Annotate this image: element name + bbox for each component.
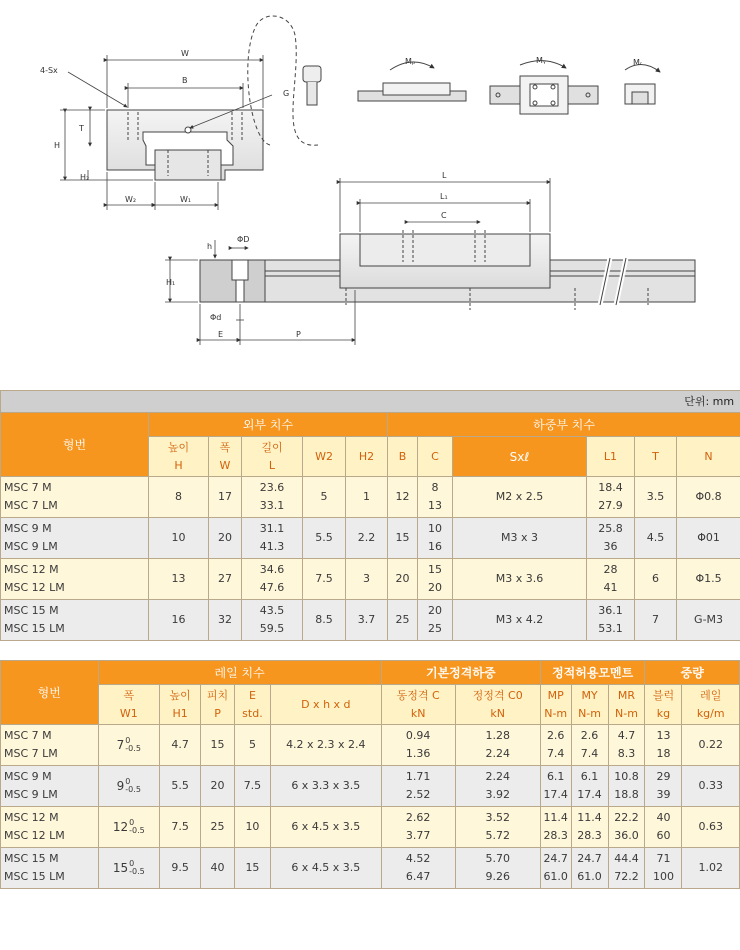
cell-t: 6 — [635, 559, 677, 600]
table-row — [1, 766, 740, 807]
moment-icons — [358, 61, 660, 114]
cell-width: 20 — [209, 518, 242, 559]
header-p: 피치 P — [201, 685, 235, 725]
header-length: 길이 L — [242, 437, 303, 477]
cell-model: MSC 12 M MSC 12 LM — [1, 807, 99, 848]
cell-h1: 5.5 — [160, 766, 201, 807]
cell-my: 6.1 17.4 — [571, 766, 608, 807]
cell-b: 25 — [388, 600, 418, 641]
header-w1: 폭 W1 — [98, 685, 160, 725]
cell-n: G-M3 — [677, 600, 740, 641]
header-static-load: 정정격 C0 kN — [455, 685, 540, 725]
header-h1: 높이 H1 — [160, 685, 201, 725]
table-row — [1, 477, 740, 518]
header-width: 폭 W — [209, 437, 242, 477]
label-T: T — [79, 124, 84, 133]
side-view — [165, 178, 695, 345]
cell-b: 20 — [388, 559, 418, 600]
cell-length: 43.5 59.5 — [242, 600, 303, 641]
cell-rail-weight: 0.22 — [682, 725, 740, 766]
label-G: G — [283, 89, 290, 98]
header-rail-weight: 레일 kg/m — [682, 685, 740, 725]
cell-mr: 10.8 18.8 — [608, 766, 645, 807]
header-e: E std. — [234, 685, 270, 725]
header-mr: MR N-m — [608, 685, 645, 725]
cell-n: Φ01 — [677, 518, 740, 559]
cell-length: 31.1 41.3 — [242, 518, 303, 559]
unit-note: 단위: mm — [1, 391, 740, 413]
cell-width: 32 — [209, 600, 242, 641]
cell-model: MSC 7 M MSC 7 LM — [1, 725, 99, 766]
cell-height: 8 — [149, 477, 209, 518]
table-row — [1, 807, 740, 848]
cell-b: 12 — [388, 477, 418, 518]
header-weight: 중량 — [645, 661, 740, 685]
header-sxl: Sxℓ — [453, 437, 587, 477]
rail-dimensions-table — [0, 660, 740, 889]
cell-h2: 2.2 — [346, 518, 388, 559]
cell-e: 15 — [234, 848, 270, 889]
cell-e: 10 — [234, 807, 270, 848]
cell-mp: 6.1 17.4 — [540, 766, 571, 807]
cell-l1: 18.4 27.9 — [587, 477, 635, 518]
table-row — [1, 559, 740, 600]
cell-static-load: 2.24 3.92 — [455, 766, 540, 807]
cell-height: 13 — [149, 559, 209, 600]
cell-mr: 22.2 36.0 — [608, 807, 645, 848]
cell-n: Φ1.5 — [677, 559, 740, 600]
cell-mp: 11.4 28.3 — [540, 807, 571, 848]
cell-sxl: M3 x 3.6 — [453, 559, 587, 600]
cell-c: 15 20 — [418, 559, 453, 600]
cell-block-weight: 40 60 — [645, 807, 682, 848]
cell-width: 27 — [209, 559, 242, 600]
cell-w2: 5.5 — [303, 518, 346, 559]
cell-e: 5 — [234, 725, 270, 766]
header-dhd: D x h x d — [270, 685, 381, 725]
header-mp: MP N-m — [540, 685, 571, 725]
cell-sxl: M3 x 4.2 — [453, 600, 587, 641]
cell-l1: 28 41 — [587, 559, 635, 600]
cell-model: MSC 12 M MSC 12 LM — [1, 559, 149, 600]
cell-p: 20 — [201, 766, 235, 807]
label-My: Mᵧ — [536, 56, 546, 65]
label-phiD: ΦD — [237, 235, 250, 244]
cell-h1: 4.7 — [160, 725, 201, 766]
label-E: E — [218, 330, 224, 339]
cell-static-load: 5.70 9.26 — [455, 848, 540, 889]
label-W1: W₁ — [180, 195, 192, 204]
header-c: C — [418, 437, 453, 477]
cell-w1: 120 -0.5 — [98, 807, 160, 848]
cell-model: MSC 7 M MSC 7 LM — [1, 477, 149, 518]
cell-sxl: M2 x 2.5 — [453, 477, 587, 518]
label-h: h — [207, 242, 213, 251]
cell-dynamic-load: 4.52 6.47 — [381, 848, 455, 889]
cell-p: 15 — [201, 725, 235, 766]
cell-w1: 70 -0.5 — [98, 725, 160, 766]
cell-w1: 150 -0.5 — [98, 848, 160, 889]
header-w2: W2 — [303, 437, 346, 477]
header-b: B — [388, 437, 418, 477]
cell-c: 10 16 — [418, 518, 453, 559]
cell-model: MSC 15 M MSC 15 LM — [1, 848, 99, 889]
cell-height: 10 — [149, 518, 209, 559]
cell-my: 24.7 61.0 — [571, 848, 608, 889]
cell-mp: 2.6 7.4 — [540, 725, 571, 766]
table-row — [1, 600, 740, 641]
cell-w2: 7.5 — [303, 559, 346, 600]
label-phid: Φd — [210, 313, 222, 322]
label-L: L — [442, 171, 447, 180]
header-dynamic-load: 동정격 C kN — [381, 685, 455, 725]
cell-h1: 7.5 — [160, 807, 201, 848]
cell-b: 15 — [388, 518, 418, 559]
cell-static-load: 3.52 5.72 — [455, 807, 540, 848]
cell-p: 25 — [201, 807, 235, 848]
block-dimensions-table — [0, 390, 740, 641]
cell-model: MSC 15 M MSC 15 LM — [1, 600, 149, 641]
cell-l1: 36.1 53.1 — [587, 600, 635, 641]
technical-drawing — [0, 0, 740, 370]
header-height: 높이 H — [149, 437, 209, 477]
cell-my: 2.6 7.4 — [571, 725, 608, 766]
cell-dynamic-load: 2.62 3.77 — [381, 807, 455, 848]
cell-width: 17 — [209, 477, 242, 518]
cell-t: 7 — [635, 600, 677, 641]
cell-dhd: 6 x 4.5 x 3.5 — [270, 807, 381, 848]
label-Mr: Mᵣ — [633, 58, 642, 67]
cell-c: 8 13 — [418, 477, 453, 518]
label-P: P — [296, 330, 301, 339]
cell-length: 23.6 33.1 — [242, 477, 303, 518]
cell-rail-weight: 0.33 — [682, 766, 740, 807]
cell-dhd: 4.2 x 2.3 x 2.4 — [270, 725, 381, 766]
cell-dhd: 6 x 3.3 x 3.5 — [270, 766, 381, 807]
cell-model: MSC 9 M MSC 9 LM — [1, 766, 99, 807]
header-model-2: 형번 — [1, 661, 99, 725]
label-H1: H₁ — [166, 278, 176, 287]
cell-rail-weight: 1.02 — [682, 848, 740, 889]
cell-h2: 3.7 — [346, 600, 388, 641]
cell-rail-weight: 0.63 — [682, 807, 740, 848]
label-H2: H₂ — [80, 173, 90, 182]
cell-c: 20 25 — [418, 600, 453, 641]
label-C: C — [441, 211, 447, 220]
header-l1: L1 — [587, 437, 635, 477]
cell-sxl: M3 x 3 — [453, 518, 587, 559]
header-block-dims: 하중부 치수 — [388, 413, 740, 437]
cell-model: MSC 9 M MSC 9 LM — [1, 518, 149, 559]
cell-h2: 3 — [346, 559, 388, 600]
cell-block-weight: 71 100 — [645, 848, 682, 889]
cell-dhd: 6 x 4.5 x 3.5 — [270, 848, 381, 889]
cell-length: 34.6 47.6 — [242, 559, 303, 600]
cell-height: 16 — [149, 600, 209, 641]
cell-block-weight: 29 39 — [645, 766, 682, 807]
cell-h1: 9.5 — [160, 848, 201, 889]
header-rail-dims: 레일 치수 — [98, 661, 381, 685]
cell-mp: 24.7 61.0 — [540, 848, 571, 889]
cell-t: 3.5 — [635, 477, 677, 518]
label-W2: W₂ — [125, 195, 137, 204]
header-basic-load: 기본정격하중 — [381, 661, 540, 685]
cell-mr: 4.7 8.3 — [608, 725, 645, 766]
cell-dynamic-load: 1.71 2.52 — [381, 766, 455, 807]
header-n: N — [677, 437, 740, 477]
cell-p: 40 — [201, 848, 235, 889]
cell-mr: 44.4 72.2 — [608, 848, 645, 889]
label-B: B — [182, 76, 188, 85]
label-W: W — [181, 49, 189, 58]
cell-w2: 8.5 — [303, 600, 346, 641]
cell-block-weight: 13 18 — [645, 725, 682, 766]
table-row — [1, 848, 740, 889]
cell-dynamic-load: 0.94 1.36 — [381, 725, 455, 766]
cell-t: 4.5 — [635, 518, 677, 559]
cell-w2: 5 — [303, 477, 346, 518]
header-h2: H2 — [346, 437, 388, 477]
cell-h2: 1 — [346, 477, 388, 518]
cell-n: Φ0.8 — [677, 477, 740, 518]
cell-w1: 90 -0.5 — [98, 766, 160, 807]
label-L1: L₁ — [440, 192, 448, 201]
cell-e: 7.5 — [234, 766, 270, 807]
label-Mp: Mₚ — [405, 57, 416, 66]
label-H: H — [54, 141, 61, 150]
header-t: T — [635, 437, 677, 477]
header-outer-dims: 외부 치수 — [149, 413, 388, 437]
cell-l1: 25.8 36 — [587, 518, 635, 559]
table-row — [1, 518, 740, 559]
label-4-Sx: 4-Sx — [40, 66, 58, 75]
cell-my: 11.4 28.3 — [571, 807, 608, 848]
cell-static-load: 1.28 2.24 — [455, 725, 540, 766]
header-model: 형번 — [1, 413, 149, 477]
header-block-weight: 블럭 kg — [645, 685, 682, 725]
table-row — [1, 725, 740, 766]
cross-section-view — [60, 16, 321, 210]
header-static-moment: 정적허용모멘트 — [540, 661, 645, 685]
header-my: MY N-m — [571, 685, 608, 725]
